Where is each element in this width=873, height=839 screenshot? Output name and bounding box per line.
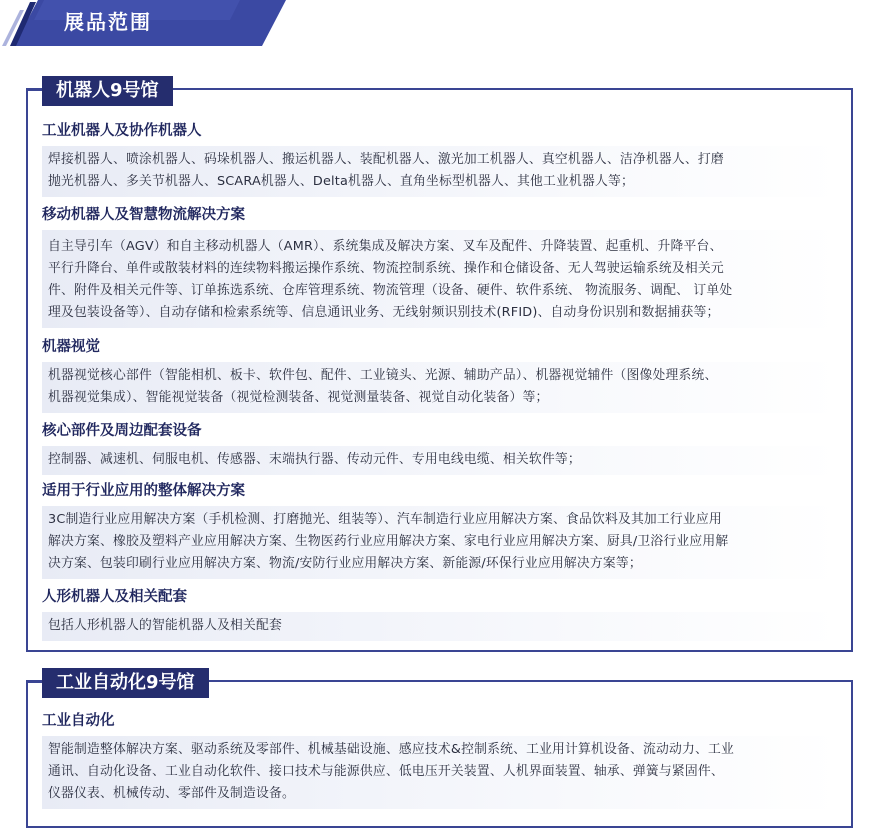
hall-title: 工业自动化9号馆 — [42, 668, 209, 698]
category-section — [42, 710, 839, 809]
text-line: 理及包装设备等）、自动存储和检索系统等、信息通讯业务、无线射频识别技术(RFID)、自动身份识别和数据捕获等； — [48, 305, 720, 320]
category-section — [42, 204, 839, 328]
category-title: 适用于行业应用的整体解决方案 — [42, 483, 245, 499]
category-title: 机器视觉 — [42, 339, 100, 355]
section-banner — [0, 0, 300, 50]
hall-automation — [26, 672, 853, 828]
text-line: 抛光机器人、多关节机器人、SCARA机器人、Delta机器人、直角坐标型机器人、其他工业机器人等； — [48, 174, 634, 189]
category-title: 工业机器人及协作机器人 — [42, 123, 202, 139]
text-line: 机器视觉集成）、智能视觉装备（视觉检测装备、视觉测量装备、视觉自动化装备）等； — [48, 390, 549, 405]
category-title: 移动机器人及智慧物流解决方案 — [42, 207, 245, 223]
hall-robot — [26, 80, 853, 652]
category-section — [42, 336, 839, 413]
text-line: 自主导引车（AGV）和自主移动机器人（AMR）、系统集成及解决方案、叉车及配件、升降装置、起重机、升降平台、 — [48, 239, 723, 254]
category-description — [42, 362, 839, 413]
category-title: 核心部件及周边配套设备 — [42, 423, 202, 439]
category-title: 工业自动化 — [42, 713, 115, 729]
text-line: 平行升降台、单件或散装材料的连续物料搬运操作系统、物流控制系统、操作和仓储设备、无人驾驶运输系统及相关元 — [48, 261, 724, 276]
category-description — [42, 230, 839, 328]
page-title: 展品范围 — [64, 10, 152, 34]
category-description — [42, 146, 839, 197]
category-description — [42, 446, 839, 475]
text-line: 控制器、减速机、伺服电机、传感器、末端执行器、传动元件、专用电线电缆、相关软件等； — [48, 452, 581, 467]
text-line: 智能制造整体解决方案、驱动系统及零部件、机械基础设施、感应技术&控制系统、工业用计算机设备、流动动力、工业 — [48, 742, 735, 757]
text-line: 解决方案、橡胶及塑料产业应用解决方案、生物医药行业应用解决方案、家电行业应用解决方案、厨具/卫浴行业应用解 — [48, 534, 729, 549]
category-section — [42, 120, 839, 197]
category-description — [42, 612, 839, 641]
text-line: 包括人形机器人的智能机器人及相关配套 — [48, 618, 282, 633]
category-title: 人形机器人及相关配套 — [42, 589, 187, 605]
text-line: 通讯、自动化设备、工业自动化软件、接口技术与能源供应、低电压开关装置、人机界面装置、轴承、弹簧与紧固件、 — [48, 764, 724, 779]
category-section — [42, 480, 839, 579]
category-section — [42, 420, 839, 475]
category-description — [42, 736, 839, 809]
text-line: 3C制造行业应用解决方案（手机检测、打磨抛光、组装等）、汽车制造行业应用解决方案、食品饮料及其加工行业应用 — [48, 512, 722, 527]
hall-title: 机器人9号馆 — [42, 76, 173, 106]
text-line: 仪器仪表、机械传动、零部件及制造设备。 — [48, 786, 295, 801]
category-section — [42, 586, 839, 641]
text-line: 件、附件及相关元件等、订单拣选系统、仓库管理系统、物流管理（设备、硬件、软件系统、 物流服务、调配、 订单处 — [48, 283, 733, 298]
text-line: 焊接机器人、喷涂机器人、码垛机器人、搬运机器人、装配机器人、激光加工机器人、真空机器人、洁净机器人、打磨 — [48, 152, 724, 167]
category-description — [42, 506, 839, 579]
text-line: 决方案、包装印刷行业应用解决方案、物流/安防行业应用解决方案、新能源/环保行业应用解决方案等； — [48, 556, 642, 571]
text-line: 机器视觉核心部件（智能相机、板卡、软件包、配件、工业镜头、光源、辅助产品）、机器视觉辅件（图像处理系统、 — [48, 368, 718, 383]
